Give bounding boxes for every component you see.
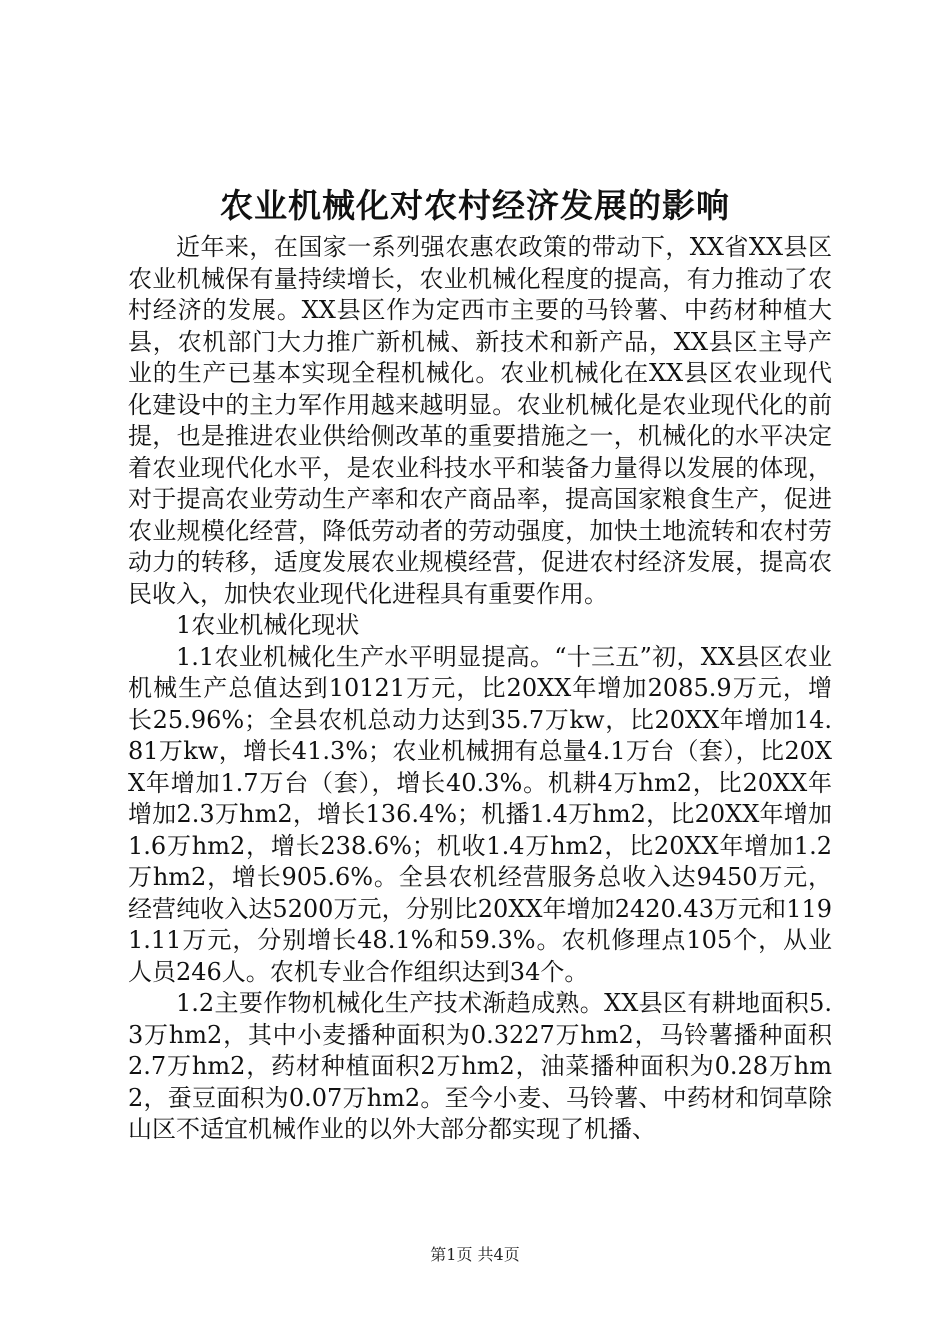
paragraph-1-2: 1.2主要作物机械化生产技术渐趋成熟。XX县区有耕地面积5.3万hm2，其中小麦播种面积为0.3227万hm2，马铃薯播种面积2.7万hm2，药材种植面积2万hm2，油菜播种面积为0.28万hm2，蚕豆面积为0.07万hm2。至今小麦、马铃薯、中药材和饲草除山区不适宜机械作业的以外大部分都实现了机播、 <box>128 989 832 1143</box>
page-footer: 第1页 共4页 <box>430 1245 520 1264</box>
document-body <box>128 232 832 1146</box>
paragraph-intro: 近年来，在国家一系列强农惠农政策的带动下，XX省XX县区农业机械保有量持续增长，农业机械化程度的提高，有力推动了农村经济的发展。XX县区作为定西市主要的马铃薯、中药材种植大县，农机部门大力推广新机械、新技术和新产品，XX县区主导产业的生产已基本实现全程机械化。农业机械化在XX县区农业现代化建设中的主力军作用越来越明显。农业机械化是农业现代化的前提，也是推进农业供给侧改革的重要措施之一，机械化的水平决定着农业现代化水平，是农业科技水平和装备力量得以发展的体现，对于提高农业劳动生产率和农产商品率，提高国家粮食生产，促进农业规模化经营，降低劳动者的劳动强度，加快土地流转和农村劳动力的转移，适度发展农业规模经营，促进农村经济发展，提高农民收入，加快农业现代化进程具有重要作用。 <box>128 233 832 608</box>
paragraph-1-1: 1.1农业机械化生产水平明显提高。“十三五”初，XX县区农业机械生产总值达到10121万元，比20XX年增加2085.9万元，增长25.96%；全县农机总动力达到35.7万kw，比20XX年增加14.81万kw，增长41.3%；农业机械拥有总量4.1万台（套），比20XX年增加1.7万台（套），增长40.3%。机耕4万hm2，比20XX年增加2.3万hm2，增长136.4%；机播1.4万hm2，比20XX年增加1.6万hm2，增长238.6%；机收1.4万hm2，比20XX年增加1.2万hm2，增长905.6%。全县农机经营服务总收入达9450万元，经营纯收入达5200万元，分别比20XX年增加2420.43万元和1191.11万元，分别增长48.1%和59.3%。农机修理点105个，从业人员246人。农机专业合作组织达到34个。 <box>128 642 832 986</box>
section-heading-1: 1农业机械化现状 <box>176 611 360 639</box>
document-title: 农业机械化对农村经济发展的影响 <box>220 186 730 225</box>
